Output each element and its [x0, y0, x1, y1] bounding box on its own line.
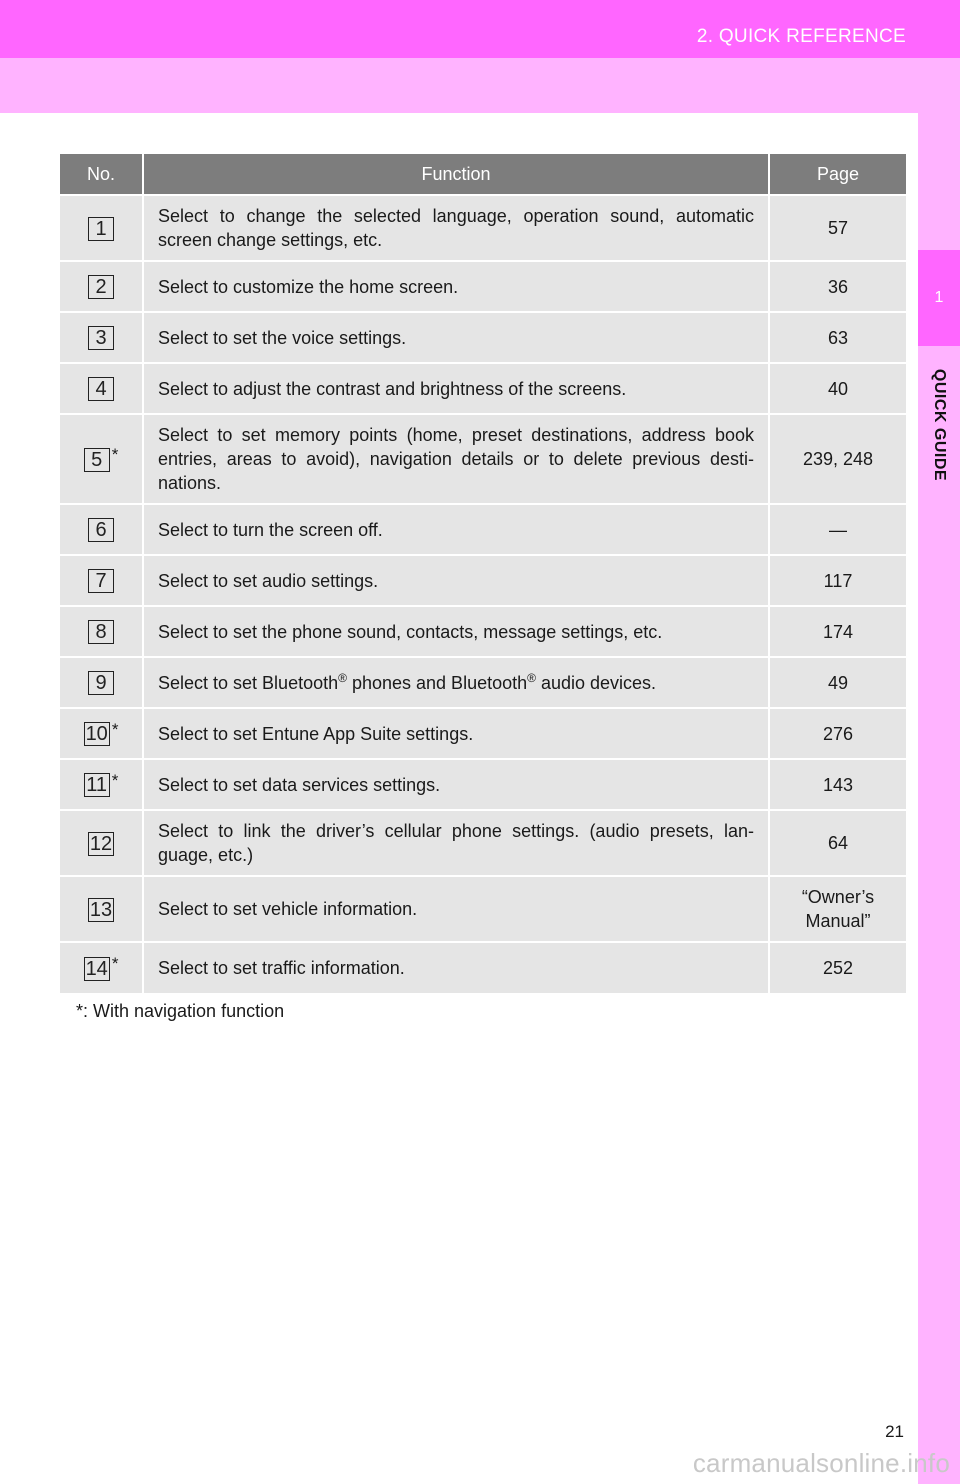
table-row [60, 414, 906, 504]
header-band [0, 58, 960, 113]
table-header-row [60, 154, 906, 195]
column-header-no: No. [60, 154, 143, 195]
row-number-cell [60, 606, 143, 657]
number-box: 8 [88, 620, 114, 644]
page-cell: 117 [769, 555, 906, 606]
row-number-cell [60, 810, 143, 876]
function-cell: Select to set audio settings. [143, 555, 769, 606]
function-cell: Select to set traffic information. [143, 942, 769, 993]
number-box: 6 [88, 518, 114, 542]
function-cell: Select to set the phone sound, contacts, message settings, etc. [143, 606, 769, 657]
page-cell: 239, 248 [769, 414, 906, 504]
page-cell: 276 [769, 708, 906, 759]
number-box: 4 [88, 377, 114, 401]
row-number-cell [60, 759, 143, 810]
function-cell: Select to set vehicle information. [143, 876, 769, 942]
section-title: 2. QUICK REFERENCE [696, 26, 906, 47]
table-row [60, 261, 906, 312]
row-number-cell [60, 876, 143, 942]
chapter-tab-number: 1 [934, 289, 944, 306]
table-row [60, 759, 906, 810]
page-cell: 36 [769, 261, 906, 312]
watermark: carmanualsonline.info [692, 1448, 950, 1478]
number-box: 9 [88, 671, 114, 695]
number-box: 2 [88, 275, 114, 299]
function-cell: Select to customize the home screen. [143, 261, 769, 312]
navigation-asterisk: * [111, 770, 119, 790]
function-cell: Select to adjust the contrast and brightness of the screens. [143, 363, 769, 414]
function-text: Select to set Bluetooth [158, 672, 339, 693]
row-number-cell [60, 555, 143, 606]
number-box: 7 [88, 569, 114, 593]
function-cell: Select to set Entune App Suite settings. [143, 708, 769, 759]
table-row [60, 555, 906, 606]
row-number-cell [60, 363, 143, 414]
column-header-function: Function [143, 154, 769, 195]
page-cell: 252 [769, 942, 906, 993]
table-row [60, 876, 906, 942]
footnote: *: With navigation function [76, 1001, 285, 1021]
table-row [60, 708, 906, 759]
number-box: 11 [84, 773, 110, 797]
function-cell: Select to turn the screen off. [143, 504, 769, 555]
row-number-cell [60, 708, 143, 759]
page-cell: 57 [769, 195, 906, 261]
function-cell [143, 657, 769, 708]
number-box: 13 [89, 898, 113, 921]
function-cell: Select to set data services settings. [143, 759, 769, 810]
quick-reference-table [60, 154, 906, 993]
page-cell: — [769, 504, 906, 555]
table-row [60, 504, 906, 555]
table-row [60, 195, 906, 261]
page-cell: 174 [769, 606, 906, 657]
navigation-asterisk: * [111, 445, 119, 465]
page-cell: 40 [769, 363, 906, 414]
number-box: 12 [89, 832, 113, 855]
function-text: phones and Bluetooth [346, 672, 528, 693]
row-number-cell [60, 261, 143, 312]
function-cell: Select to link the driver’s cellular phone settings. (audio presets, lan-guage, etc.) [143, 810, 769, 876]
table-row [60, 657, 906, 708]
chapter-label: QUICK GUIDE [931, 368, 948, 482]
table-row [60, 606, 906, 657]
number-box: 14 [85, 957, 108, 980]
page-number: 21 [885, 1422, 904, 1441]
page-cell: “Owner’s Manual” [769, 876, 906, 942]
row-number-cell [60, 195, 143, 261]
number-box: 1 [88, 217, 114, 241]
function-text: audio devices. [535, 672, 657, 693]
column-header-page: Page [769, 154, 906, 195]
page-cell: 49 [769, 657, 906, 708]
table-row [60, 312, 906, 363]
page-cell: 143 [769, 759, 906, 810]
row-number-cell [60, 414, 143, 504]
registered-mark: ® [338, 670, 347, 685]
navigation-asterisk: * [111, 954, 119, 974]
row-number-cell [60, 504, 143, 555]
page-cell: 64 [769, 810, 906, 876]
navigation-asterisk: * [111, 719, 119, 739]
number-box: 10 [85, 723, 108, 746]
number-box: 5 [84, 448, 110, 472]
number-box: 3 [88, 326, 114, 350]
row-number-cell [60, 942, 143, 993]
registered-mark: ® [527, 670, 536, 685]
row-number-cell [60, 657, 143, 708]
function-cell: Select to set memory points (home, preset destinations, address book entries, areas to avoid), navigation details or to delete previous desti-nations. [143, 414, 769, 504]
table-row [60, 942, 906, 993]
function-cell: Select to change the selected language, operation sound, automatic screen change settings, etc. [143, 195, 769, 261]
page-cell: 63 [769, 312, 906, 363]
table-row [60, 363, 906, 414]
table-row [60, 810, 906, 876]
row-number-cell [60, 312, 143, 363]
function-cell: Select to set the voice settings. [143, 312, 769, 363]
